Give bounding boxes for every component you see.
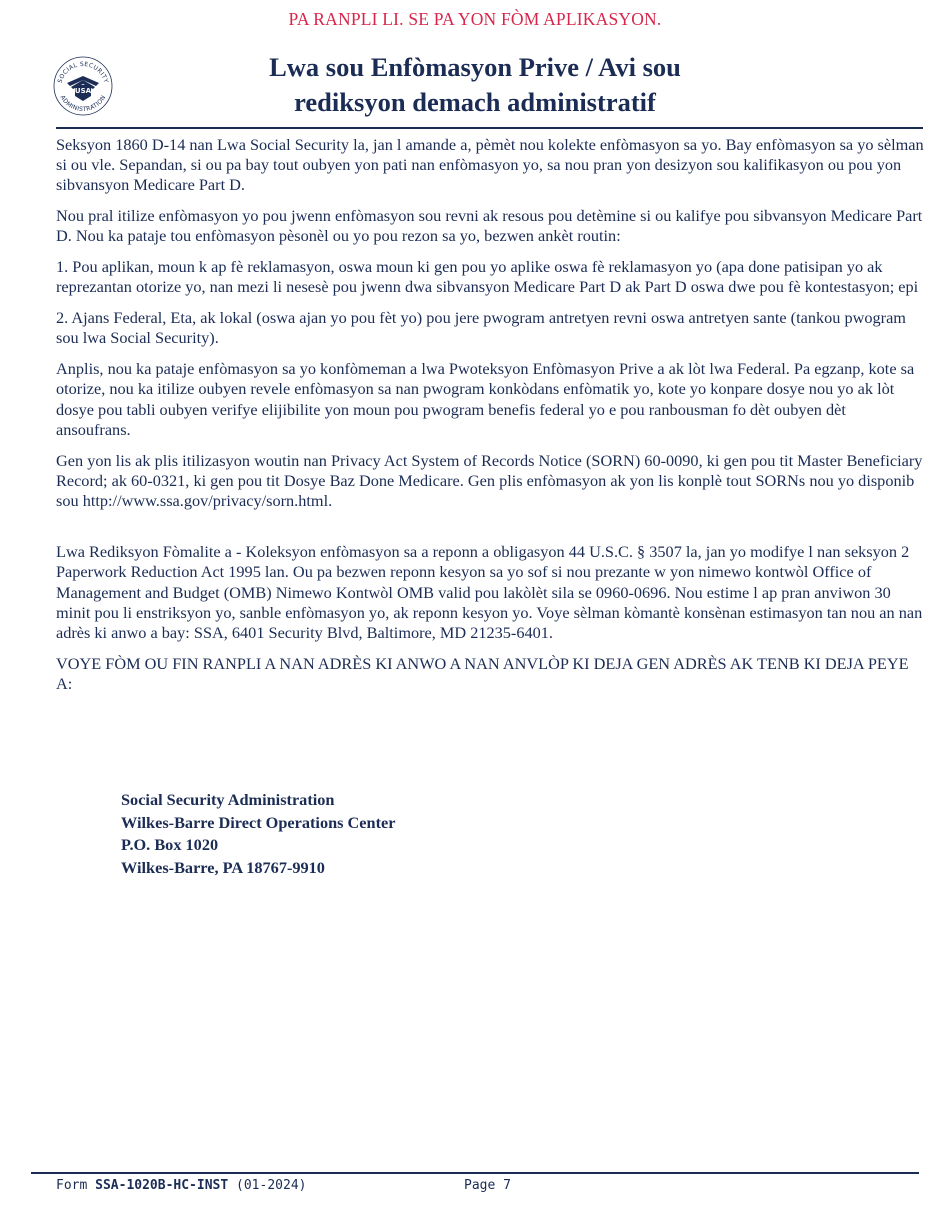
svg-text:ADMINISTRATION: ADMINISTRATION	[58, 94, 108, 114]
page-footer	[56, 1178, 511, 1193]
paragraph-mailing-instruction: VOYE FÒM OU FIN RANPLI A NAN ADRÈS KI ANWO A NAN ANVLÒP KI DEJA GEN ADRÈS AK TENB KI DEJA PEYE A:	[56, 653, 909, 694]
mailing-address	[121, 789, 395, 879]
document-body	[56, 135, 924, 705]
form-code: SSA-1020B-HC-INST	[95, 1178, 229, 1193]
header-divider	[56, 127, 923, 129]
svg-text:SOCIAL SECURITY: SOCIAL SECURITY	[56, 60, 110, 85]
paragraph-sorn: Gen yon lis ak plis itilizasyon woutin nan Privacy Act System of Records Notice (SORN) 60-0090, ki gen pou tit Master Beneficiary Record; ak 60-0321, ki gen pou tit Dosye Baz Done Medicare. Gen plis enfòmasyon ak yon lis konplè tout SORNs nou yo disponib sou http://www.ssa.gov/privacy/sorn.html.	[56, 450, 923, 511]
page-number: Page 7	[464, 1178, 511, 1193]
form-label: Form	[56, 1178, 96, 1193]
address-line-4: Wilkes-Barre, PA 18767-9910	[121, 857, 325, 877]
not-application-notice: PA RANPLI LI. SE PA YON FÒM APLIKASYON.	[288, 9, 662, 29]
title-line-1: Lwa sou Enfòmasyon Prive / Avi sou	[269, 52, 681, 82]
title-line-2: rediksyon demach administratif	[294, 87, 656, 117]
paragraph-routine-use-2: 2. Ajans Federal, Eta, ak lokal (oswa ajan yo pou fèt yo) pou jere pwogram antretyen revni oswa antretyen sante (tankou pwogram sou lwa Social Security).	[56, 308, 906, 348]
paragraph-sharing: Anplis, nou ka pataje enfòmasyon sa yo konfòmeman a lwa Pwoteksyon Enfòmasyon Prive a ak lòt lwa Federal. Pa egzanp, kote sa otorize, nou ka itilize oubyen revele enfòmasyon sa nan pwogram konkòdans enfòmatik yo, kote yo konpare dosye nou yo ak lòt dosye pou tabli oubyen verifye elijibilite yon moun pou pwogram benefis federal yo e pou ranbousman fo dèt oubyen dèt ansoufrans.	[56, 359, 915, 439]
address-line-3: P.O. Box 1020	[121, 835, 219, 854]
paragraph-usage: Nou pral itilize enfòmasyon yo pou jwenn enfòmasyon sou revni ak resous pou detèmine si ou kalifye pou sibvansyon Medicare Part D. Nou ka pataje tou enfòmasyon pèsonèl ou yo pou rezon sa yo, bezwen ankèt routin:	[56, 206, 923, 246]
paragraph-paperwork-reduction: Lwa Rediksyon Fòmalite a - Koleksyon enfòmasyon sa a reponn a obligasyon 44 U.S.C. § 3507 la, jan yo modifye l nan seksyon 2 Paperwork Reduction Act 1995 lan. Ou pa bezwen reponn kesyon sa yo sof si nou prezante w yon nimewo kontwòl Office of Management and Budget (OMB) Nimewo Kontwòl OMB valid pou lakòlèt sila se 0960-0696. Nou estime l ap pran anviwon 30 minit pou li enstriksyon yo, sanble enfòmasyon yo, ak reponn kesyon yo. Voye sèlman kòmantè konsènan estimasyon tan nou an nan adrès ki anwo a bay: SSA, 6401 Security Blvd, Baltimore, MD 21235-6401.	[56, 542, 923, 643]
page-title	[60, 50, 890, 120]
paragraph-authority: Seksyon 1860 D-14 nan Lwa Social Security la, jan l amande a, pèmèt nou kolekte enfòmasyon sa yo. Bay enfòmasyon sa yo sèlman si ou vle. Sepandan, si ou pa bay tout oubyen yon pati nan enfòmasyon yo, sa nou pran yon desizyon sou kalifikasyon ou pou yon sibvansyon Medicare Part D.	[56, 135, 924, 195]
form-date: (01-2024)	[228, 1178, 307, 1193]
footer-divider	[31, 1172, 919, 1174]
paragraph-routine-use-1: 1. Pou aplikan, moun k ap fè reklamasyon, oswa moun ki gen pou yo aplike oswa fè reklamasyon yo (apa done patisipan yo ak reprezantan otorize yo, nan mezi li nesesè pou jwenn dwa sibvansyon Medicare Part D ak Part D oswa dwe pou fè kontestasyon; epi	[56, 257, 919, 297]
address-line-2: Wilkes-Barre Direct Operations Center	[121, 812, 396, 832]
svg-text:USA: USA	[74, 87, 92, 95]
address-line-1: Social Security Administration	[121, 790, 335, 809]
